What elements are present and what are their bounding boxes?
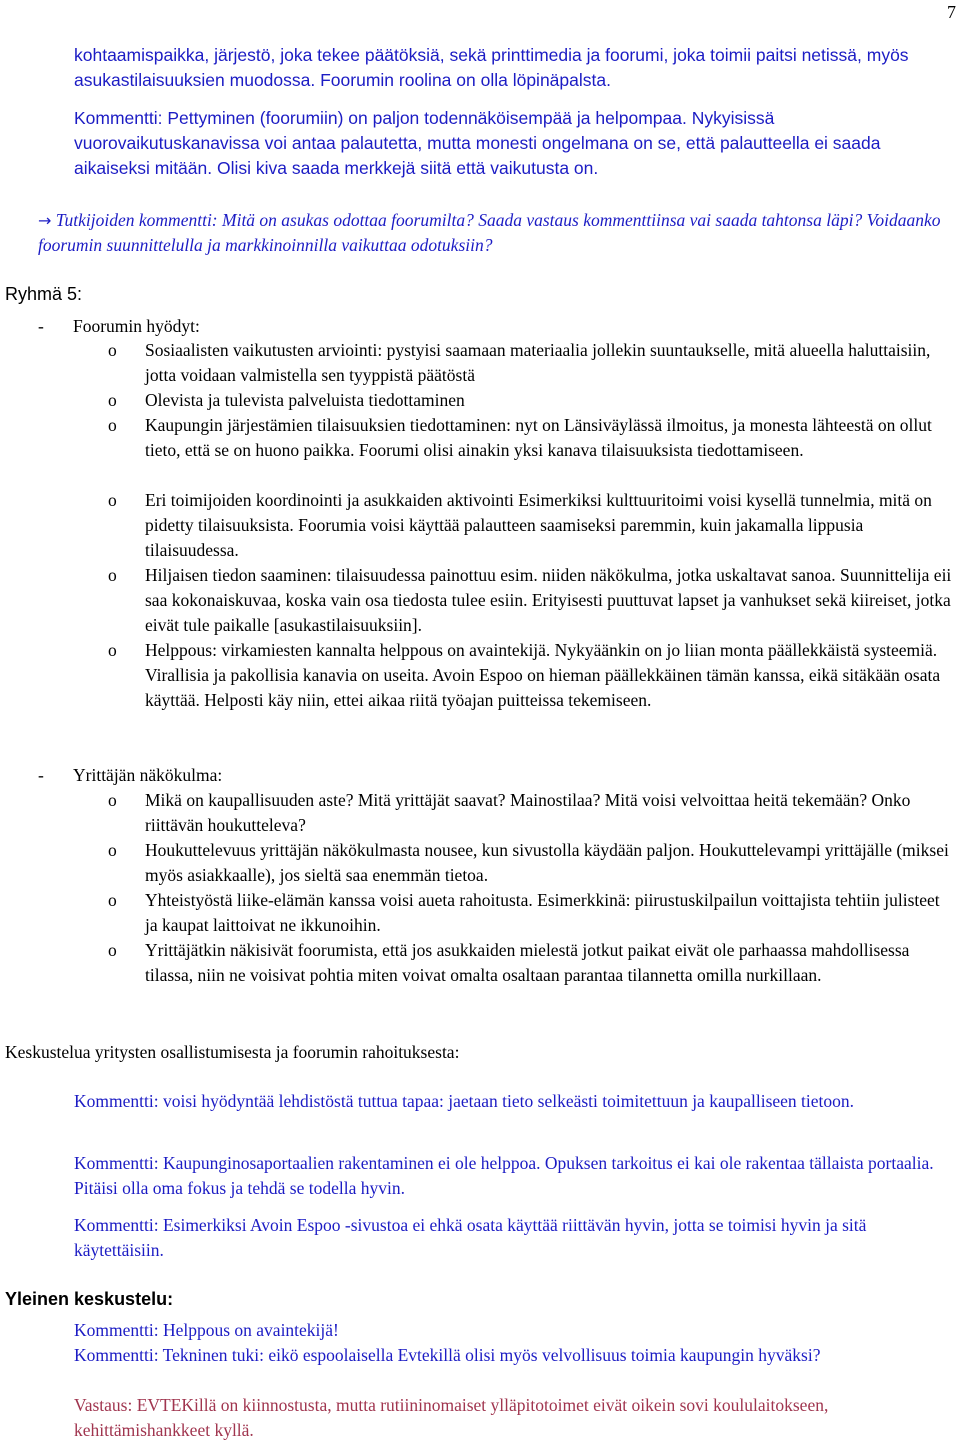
entrepreneur-list <box>108 788 954 1013</box>
entrepreneur-text: Yrittäjätkin näkisivät foorumista, että jos asukkaiden mielestä jotkut paikat eivät ole parhaassa mahdollisessa tilassa, niin ne voisivat pohtia miten voivat omalta osaltaan parantaa tilannetta omilla nurkillaan. <box>145 940 910 985</box>
benefit-text: Eri toimijoiden koordinointi ja asukkaiden aktivointi Esimerkiksi kulttuuritoimi voisi kysellä tunnelmia, mitä on pidetty tilaisuuksista. Foorumia voisi käyttää palautteen saamiseksi paremmin, kuin jakamalla lippusia tilaisuudessa. <box>145 490 932 560</box>
circle-bullet: o <box>108 790 117 810</box>
benefit-text: Sosiaalisten vaikutusten arviointi: pystyisi saamaan materiaalia jollekin suuntaukselle, mitä alueella haluttaisiin, jotta voidaan valmistella sen tyyppistä päätöstä <box>145 340 931 385</box>
circle-bullet: o <box>108 390 117 410</box>
list-item <box>108 938 954 1013</box>
general-comment: Kommentti: Tekninen tuki: eikö espoolaisella Evtekillä olisi myös velvollisuus toimia kaupungin hyväksi? <box>74 1345 821 1365</box>
list-item <box>108 788 954 838</box>
entrepreneur-label-text: Yrittäjän näkökulma: <box>73 765 223 785</box>
circle-bullet: o <box>108 340 117 360</box>
funding-heading: Keskustelua yritysten osallistumisesta ja foorumin rahoituksesta: <box>5 1042 460 1062</box>
benefit-text: Olevista ja tulevista palveluista tiedottaminen <box>145 390 465 410</box>
entrepreneur-label <box>38 763 222 788</box>
entrepreneur-text: Yhteistyöstä liike-elämän kanssa voisi aueta rahoitusta. Esimerkkinä: piirustuskilpailun voittajista tehtiin julisteet ja kaupat laittoivat ne ikkunoihin. <box>145 890 940 935</box>
general-heading: Yleinen keskustelu: <box>5 1289 174 1309</box>
circle-bullet: o <box>108 565 117 585</box>
benefit-text: Helppous: virkamiesten kannalta helppous on avaintekijä. Nykyäänkin on jo liian monta päällekkäistä systeemiä. Virallisia ja pakollisia kanavia on useita. Avoin Espoo on hieman päällekkäinen tämän kanssa, eikä sitäkään osata käyttää. Helposti käy niin, ettei aikaa riitä työajan puitteissa tekemiseen. <box>145 640 941 710</box>
funding-comment: Kommentti: Kaupunginosaportaalien rakentaminen ei ole helppoa. Opuksen tarkoitus ei kai ole rakentaa tällaista portaalia. Pitäisi olla oma fokus ja tehdä se todella hyvin. <box>74 1153 934 1198</box>
benefits-label-text: Foorumin hyödyt: <box>73 316 200 336</box>
general-comment: Kommentti: Helppous on avaintekijä! <box>74 1320 339 1340</box>
list-item <box>108 388 954 413</box>
benefits-list <box>108 338 954 738</box>
list-item <box>108 488 954 563</box>
researcher-comment <box>38 208 954 258</box>
arrow-right-icon: → <box>38 211 52 230</box>
entrepreneur-text: Houkuttelevuus yrittäjän näkökulmasta nousee, kun sivustolla käydään paljon. Houkuttelevampi yrittäjälle (miksei myös asiakkaalle), jos sieltä saa enemmän tietoa. <box>145 840 949 885</box>
page-number: 7 <box>947 2 956 22</box>
dash-bullet: - <box>38 316 44 336</box>
funding-comment: Kommentti: voisi hyödyntää lehdistöstä tuttua tapaa: jaetaan tieto selkeästi toimitettuun ja kaupalliseen tietoon. <box>74 1091 855 1111</box>
benefit-text: Hiljaisen tiedon saaminen: tilaisuudessa painottuu esim. niiden näkökulma, jotka uskaltavat sanoa. Suunnittelija eii saa kokonaiskuvaa, koska vain osa tiedosta tulee esiin. Erityisesti puuttuvat lapset ja vanhukset sekä kiireiset, jotka eivät tule paikalle [asukastilaisuuksiin]. <box>145 565 952 635</box>
list-item <box>108 888 954 938</box>
dash-bullet: - <box>38 765 44 785</box>
group5-heading: Ryhmä 5: <box>5 284 83 304</box>
general-answer: Vastaus: EVTEKillä on kiinnostusta, mutta rutiininomaiset ylläpitotoimet eivät oikein sovi koululaitokseen, kehittämishankkeet kyllä. <box>74 1395 829 1440</box>
list-item <box>108 638 954 738</box>
circle-bullet: o <box>108 940 117 960</box>
list-item <box>108 338 954 388</box>
list-item <box>108 413 954 488</box>
list-item <box>108 838 954 888</box>
circle-bullet: o <box>108 490 117 510</box>
funding-comment: Kommentti: Esimerkiksi Avoin Espoo -sivustoa ei ehkä osata käyttää riittävän hyvin, jotta se toimisi hyvin ja sitä käytettäisiin. <box>74 1215 867 1260</box>
circle-bullet: o <box>108 640 117 660</box>
entrepreneur-text: Mikä on kaupallisuuden aste? Mitä yrittäjät saavat? Mainostilaa? Mitä voisi velvoittaa heitä tekemään? Onko riittävän houkutteleva? <box>145 790 911 835</box>
benefits-label <box>38 314 200 339</box>
list-item <box>108 563 954 638</box>
researcher-comment-text: Tutkijoiden kommentti: Mitä on asukas odottaa foorumilta? Saada vastaus kommenttiinsa vai saada tahtonsa läpi? Voidaanko foorumin suunnittelulla ja markkinoinnilla vaikuttaa odotuksiin? <box>38 210 941 255</box>
circle-bullet: o <box>108 840 117 860</box>
benefit-text: Kaupungin järjestämien tilaisuuksien tiedottaminen: nyt on Länsiväylässä ilmoitus, ja monesta lähteestä on ollut tieto, että se on huono paikka. Foorumi olisi ainakin yksi kanava tilaisuuksista tiedottamiseen. <box>145 415 932 460</box>
comment-disappointment: Kommentti: Pettyminen (foorumiin) on paljon todennäköisempää ja helpompaa. Nykyisissä vuorovaikutuskanavissa voi antaa palautetta, mutta monesti ongelmana on se, että palautteella ei saada aikaiseksi mitään. Olisi kiva saada merkkejä siitä että vaikutusta on. <box>74 108 881 178</box>
circle-bullet: o <box>108 415 117 435</box>
intro-paragraph: kohtaamispaikka, järjestö, joka tekee päätöksiä, sekä printtimedia ja foorumi, joka toimii paitsi netissä, myös asukastilaisuuksien muodossa. Foorumin roolina on olla löpinäpalsta. <box>74 45 909 90</box>
circle-bullet: o <box>108 890 117 910</box>
